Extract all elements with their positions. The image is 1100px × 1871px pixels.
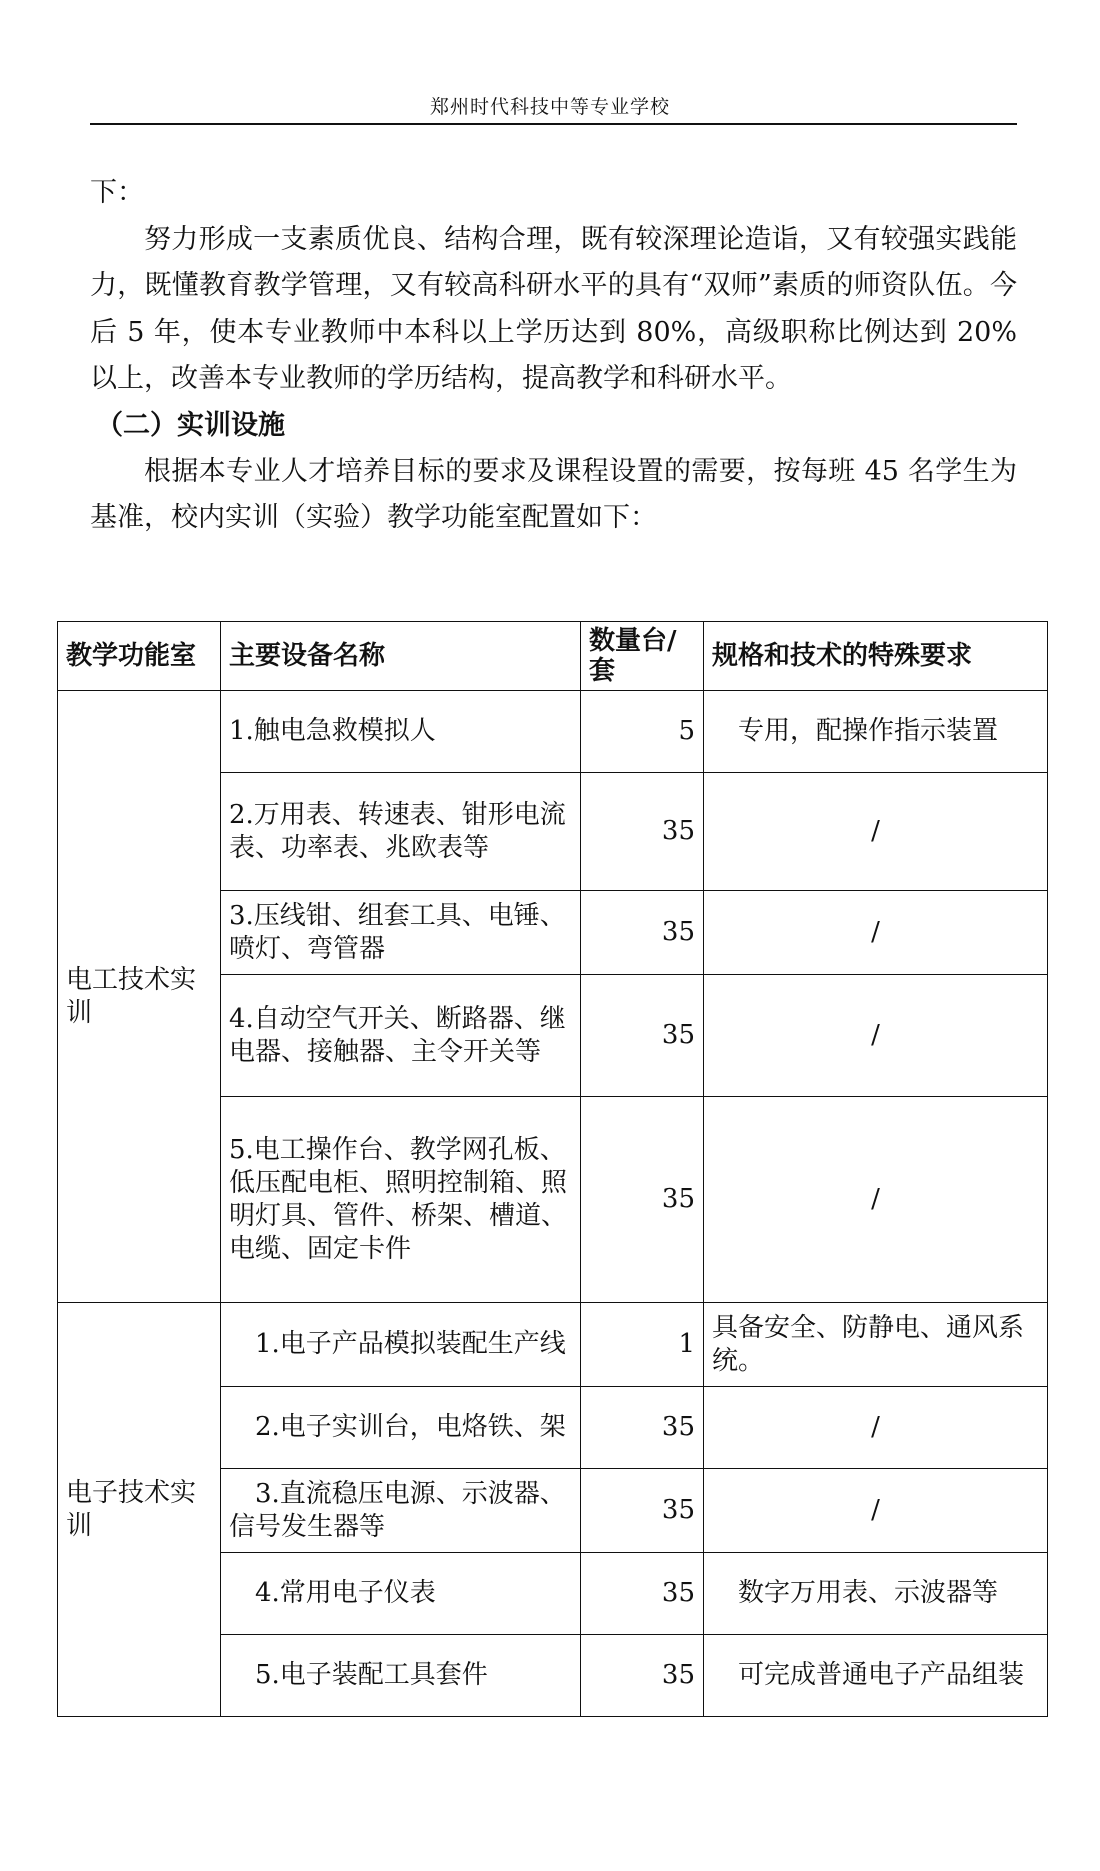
equipment-cell: 4.自动空气开关、断路器、继电器、接触器、主令开关等 (221, 975, 581, 1097)
qty-cell: 35 (581, 1469, 704, 1553)
header-spec: 规格和技术的特殊要求 (704, 622, 1048, 691)
room-cell: 电子技术实训 (58, 1303, 221, 1717)
equipment-table (57, 621, 1048, 1717)
page-header: 郑州时代科技中等专业学校 (429, 96, 670, 118)
spec-cell: / (704, 1387, 1048, 1469)
qty-cell: 35 (581, 891, 704, 975)
header-divider (90, 123, 1017, 125)
qty-cell: 35 (581, 773, 704, 891)
qty-cell: 35 (581, 975, 704, 1097)
spec-cell: 具备安全、防静电、通风系统。 (704, 1303, 1048, 1387)
equipment-cell: 4.常用电子仪表 (221, 1553, 581, 1635)
equipment-cell: 3.压线钳、组套工具、电锤、喷灯、弯管器 (221, 891, 581, 975)
equipment-cell: 2.电子实训台，电烙铁、架 (221, 1387, 581, 1469)
qty-cell: 1 (581, 1303, 704, 1387)
room-cell: 电工技术实训 (58, 691, 221, 1303)
spec-cell: / (704, 1469, 1048, 1553)
qty-cell: 35 (581, 1635, 704, 1717)
equipment-cell: 1.电子产品模拟装配生产线 (221, 1303, 581, 1387)
spec-cell: 数字万用表、示波器等 (704, 1553, 1048, 1635)
header-room: 教学功能室 (58, 622, 221, 691)
paragraph-facilities: 根据本专业人才培养目标的要求及课程设置的需要，按每班 45 名学生为基准，校内实训（实验）教学功能室配置如下： (90, 455, 1017, 533)
paragraph-faculty: 努力形成一支素质优良、结构合理，既有较深理论造诣，又有较强实践能力，既懂教育教学管理，又有较高科研水平的具有“双师”素质的师资队伍。今后 5 年，使本专业教师中本科以上学历达到 80%，高级职称比例达到 20%以上，改善本专业教师的学历结构，提高教学和科研水平。 (90, 223, 1017, 394)
spec-cell: / (704, 891, 1048, 975)
qty-cell: 5 (581, 691, 704, 773)
paragraph-continuation: 下： (90, 177, 144, 208)
qty-cell: 35 (581, 1097, 704, 1303)
equipment-cell: 5.电子装配工具套件 (221, 1635, 581, 1717)
qty-cell: 35 (581, 1553, 704, 1635)
table-row (58, 691, 1048, 773)
spec-cell: / (704, 773, 1048, 891)
spec-cell: 专用，配操作指示装置 (704, 691, 1048, 773)
table-header-row (58, 622, 1048, 691)
equipment-cell: 5.电工操作台、教学网孔板、低压配电柜、照明控制箱、照明灯具、管件、桥架、槽道、电缆、固定卡件 (221, 1097, 581, 1303)
section-title: （二）实训设施 (96, 409, 285, 441)
table-row (58, 1303, 1048, 1387)
equipment-cell: 3.直流稳压电源、示波器、信号发生器等 (221, 1469, 581, 1553)
spec-cell: 可完成普通电子产品组装 (704, 1635, 1048, 1717)
equipment-cell: 2.万用表、转速表、钳形电流表、功率表、兆欧表等 (221, 773, 581, 891)
header-qty: 数量台/套 (581, 622, 704, 691)
equipment-cell: 1.触电急救模拟人 (221, 691, 581, 773)
document-body (90, 170, 1017, 542)
qty-cell: 35 (581, 1387, 704, 1469)
spec-cell: / (704, 975, 1048, 1097)
spec-cell: / (704, 1097, 1048, 1303)
header-equipment: 主要设备名称 (221, 622, 581, 691)
